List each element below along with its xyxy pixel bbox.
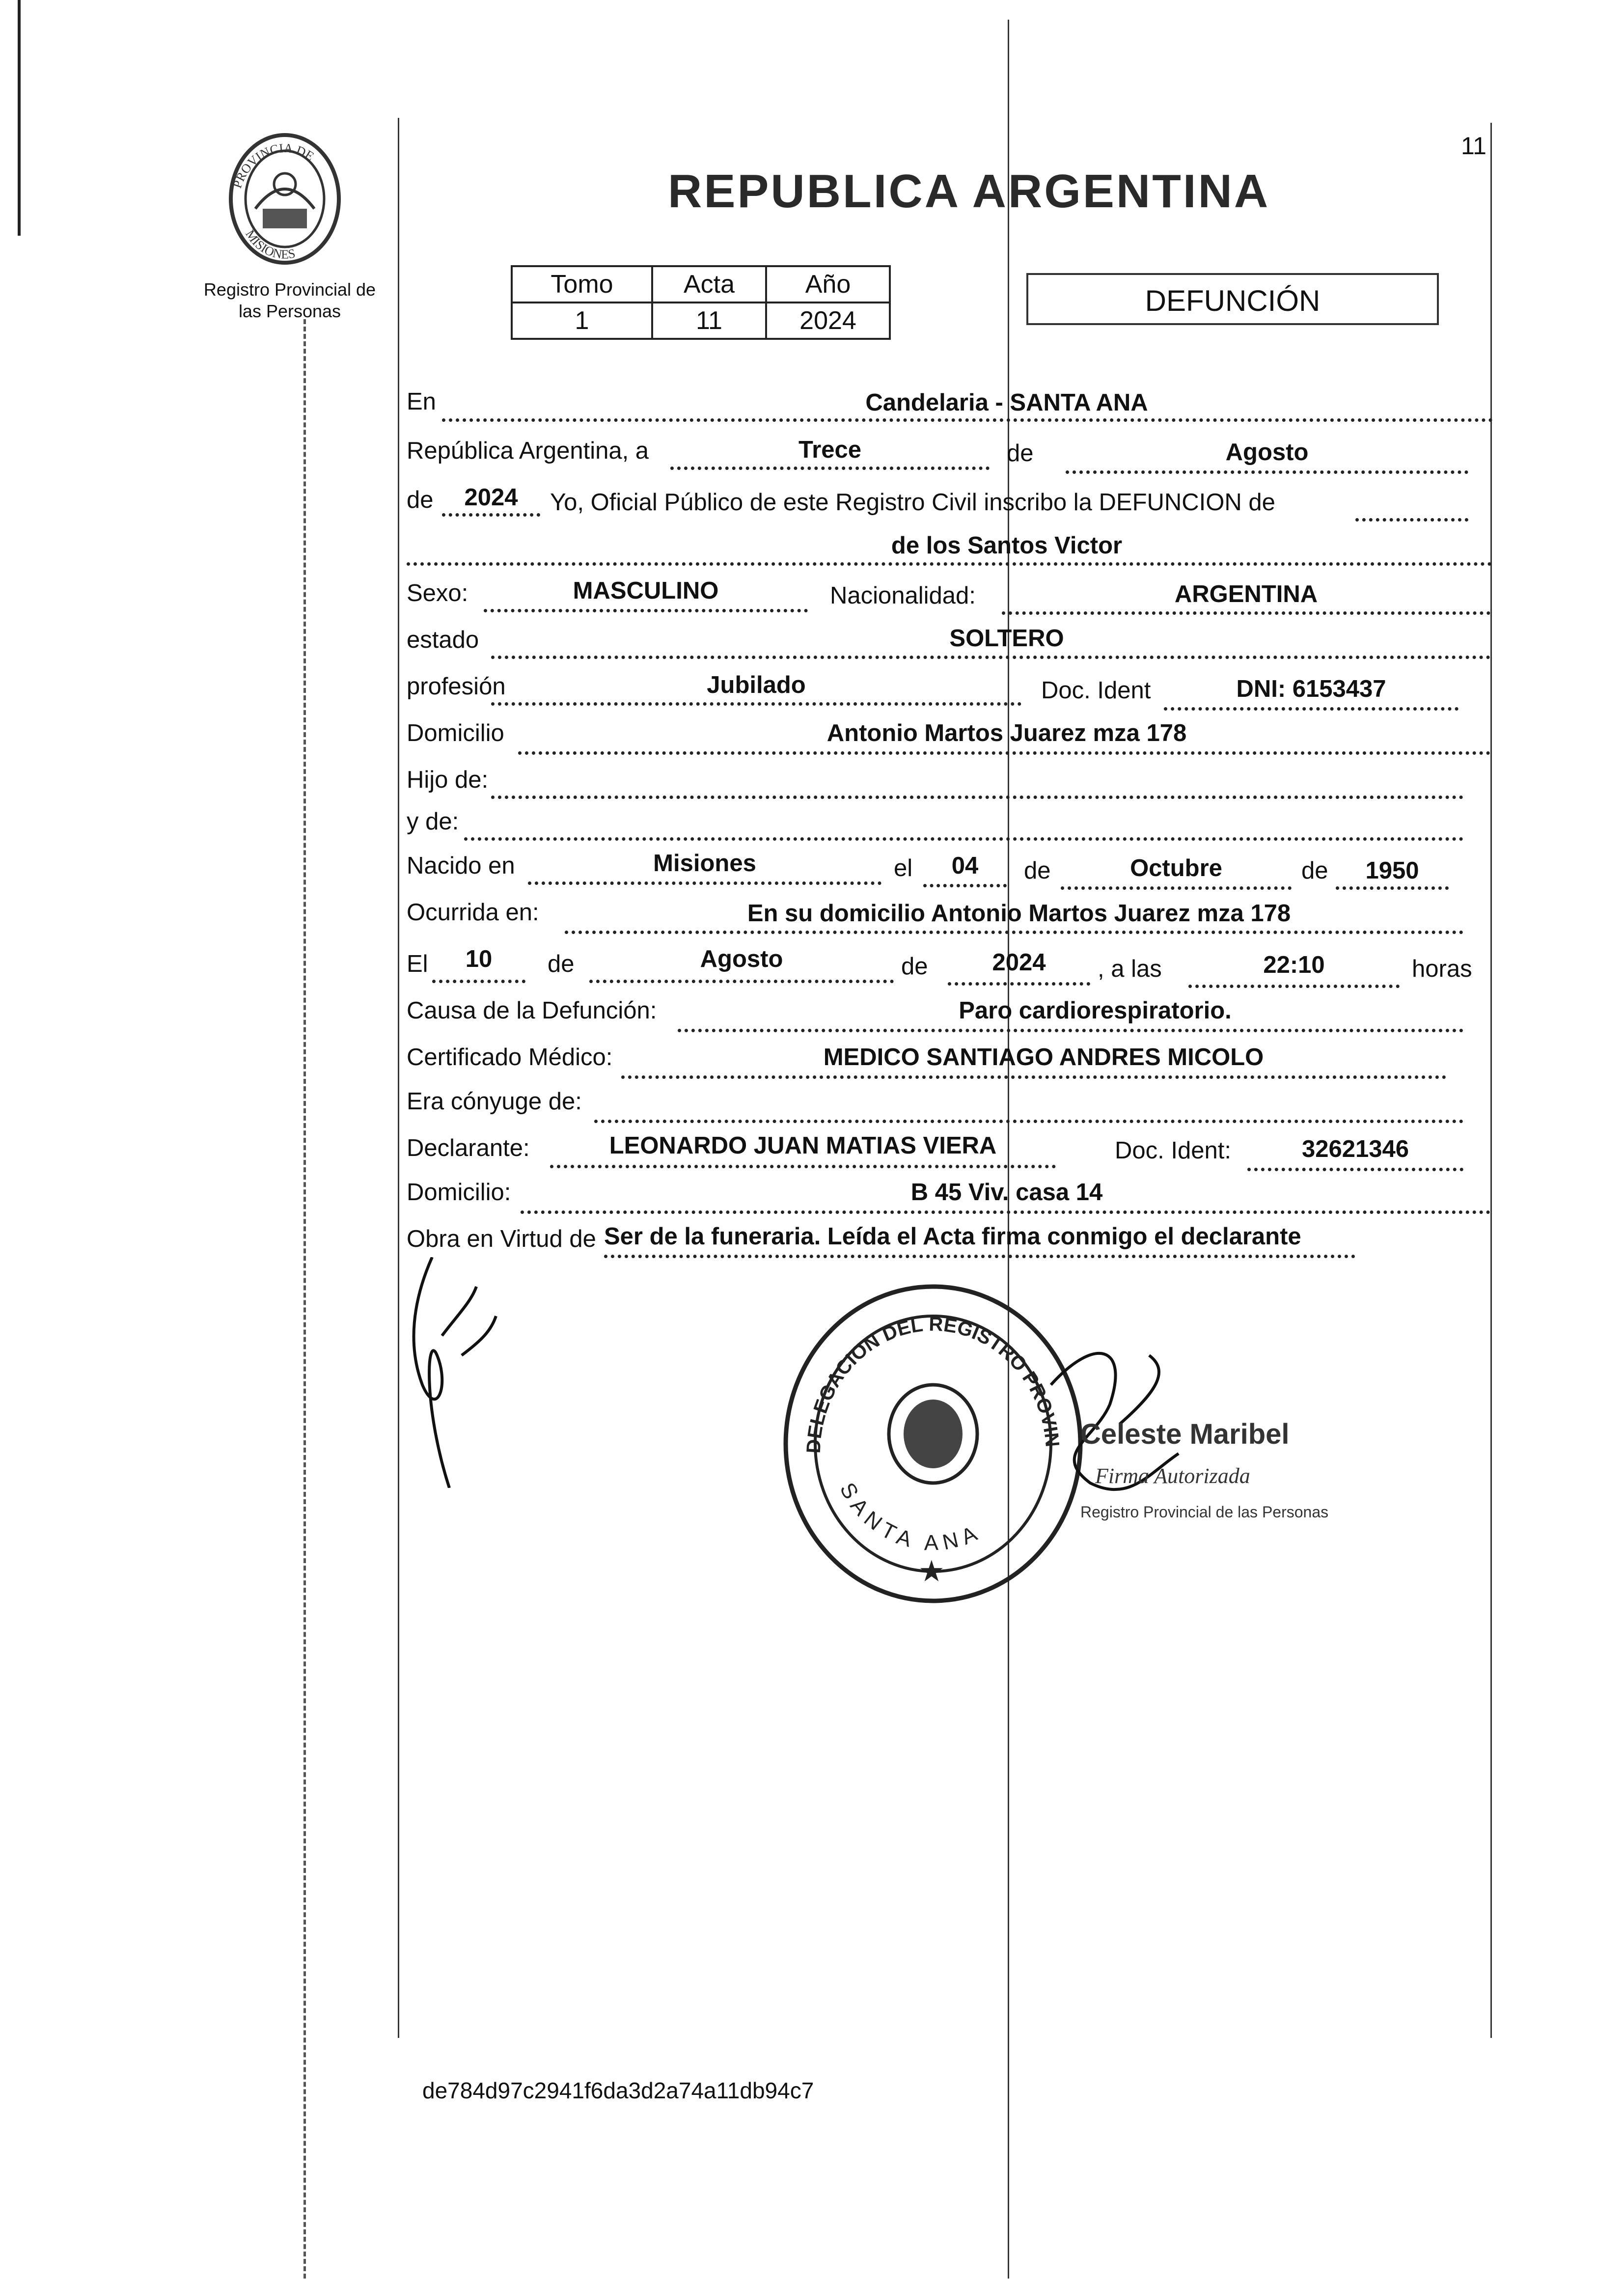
- el-label: el: [894, 855, 913, 881]
- table-header-ano: Año: [766, 266, 890, 302]
- month-line: [1066, 470, 1468, 474]
- day-line: [670, 467, 990, 470]
- birth-month-line: [1061, 886, 1292, 890]
- name-line: [407, 562, 1492, 566]
- table-cell-tomo: 1: [512, 302, 652, 339]
- table-cell-acta: 11: [652, 302, 766, 339]
- form-border-left: [398, 118, 399, 2038]
- svg-text:★: ★: [918, 1554, 945, 1589]
- declarante-line: [550, 1165, 1056, 1168]
- nacido-label: Nacido en: [407, 852, 515, 879]
- document-hash: de784d97c2941f6da3d2a74a11db94c7: [422, 2078, 814, 2103]
- table-cell-ano: 2024: [766, 302, 890, 339]
- ocurrida-line: [565, 931, 1463, 934]
- doc-ident2-value: 32621346: [1301, 1136, 1409, 1162]
- registry-name: Registro Provincial de las Personas: [203, 279, 376, 321]
- form-border-dashed: [303, 319, 306, 2279]
- oficial-text: Yo, Oficial Público de este Registro Civil inscribo la DEFUNCION de: [550, 489, 1275, 516]
- death-time-value: 22:10: [1263, 952, 1325, 978]
- profesion-label: profesión: [407, 673, 506, 700]
- domicilio2-line: [521, 1210, 1490, 1214]
- table-header-tomo: Tomo: [512, 266, 652, 302]
- nacido-line: [528, 881, 881, 885]
- en-value: Candelaria - SANTA ANA: [865, 389, 1148, 416]
- domicilio2-label: Domicilio:: [407, 1179, 511, 1206]
- de-label: de: [1007, 440, 1034, 467]
- profesion-line: [491, 702, 1021, 706]
- death-day-value: 10: [465, 946, 493, 972]
- causa-line: [678, 1029, 1463, 1032]
- stamp-official-name: Celeste Maribel: [1080, 1418, 1290, 1450]
- nacionalidad-line: [1002, 611, 1490, 615]
- certificado-label: Certificado Médico:: [407, 1044, 613, 1071]
- estado-label: estado: [407, 627, 479, 653]
- year-line: [442, 513, 540, 517]
- ocurrida-label: Ocurrida en:: [407, 899, 539, 926]
- declarante-label: Declarante:: [407, 1135, 530, 1161]
- yde-line: [464, 837, 1463, 841]
- birth-year-value: 1950: [1365, 857, 1419, 884]
- obra-label: Obra en Virtud de: [407, 1226, 596, 1252]
- republica-label: República Argentina, a: [407, 438, 649, 464]
- obra-value: Ser de la funeraria. Leída el Acta firma conmigo el declarante: [604, 1223, 1301, 1250]
- yde-label: y de:: [407, 808, 459, 835]
- conyuge-line: [594, 1120, 1463, 1123]
- doc-ident-value: DNI: 6153437: [1236, 676, 1386, 702]
- birth-month-value: Octubre: [1130, 855, 1222, 881]
- table-header-row: [512, 266, 890, 302]
- form-border-right: [1490, 123, 1492, 2038]
- sexo-line: [484, 609, 808, 612]
- certificado-value: MEDICO SANTIAGO ANDRES MICOLO: [823, 1044, 1264, 1071]
- horas-label: horas: [1412, 956, 1472, 982]
- de3-label: de: [1024, 857, 1051, 884]
- death-month-value: Agosto: [700, 946, 783, 972]
- de5-label: de: [548, 951, 575, 977]
- death-year-line: [948, 982, 1090, 986]
- month-value: Agosto: [1225, 439, 1309, 466]
- declarant-signature: [403, 1257, 521, 1488]
- domicilio2-value: B 45 Viv. casa 14: [910, 1179, 1103, 1206]
- death-day-line: [432, 980, 525, 983]
- profesion-value: Jubilado: [707, 672, 806, 698]
- doc-ident-line: [1164, 707, 1459, 711]
- table-row: [512, 302, 890, 339]
- doc-ident-label: Doc. Ident: [1041, 677, 1151, 704]
- causa-label: Causa de la Defunción:: [407, 997, 657, 1024]
- en-label: En: [407, 388, 436, 415]
- ocurrida-value: En su domicilio Antonio Martos Juarez mza 178: [747, 900, 1291, 927]
- stamp-official-office: Registro Provincial de las Personas: [1080, 1503, 1329, 1521]
- birth-day-line: [923, 884, 1007, 887]
- seal-top-text: PROVINCIA DE: [230, 140, 317, 190]
- estado-value: SOLTERO: [949, 625, 1064, 652]
- margin-line-left: [18, 0, 21, 236]
- seal-bottom-text: MISIONES: [243, 227, 297, 262]
- birth-year-line: [1336, 886, 1449, 890]
- death-month-line: [589, 980, 894, 983]
- stamp-ring-text: DELEGACION DEL REGISTRO PROVIN: [802, 1313, 1063, 1454]
- conyuge-label: Era cónyuge de:: [407, 1088, 582, 1115]
- hijo-label: Hijo de:: [407, 767, 489, 793]
- page-number: 11: [1461, 132, 1486, 160]
- oficial-line: [1355, 518, 1468, 522]
- causa-value: Paro cardiorespiratorio.: [959, 997, 1232, 1024]
- domicilio-line: [518, 751, 1490, 755]
- domicilio-label: Domicilio: [407, 720, 504, 746]
- de4-label: de: [1301, 857, 1328, 884]
- declarante-value: LEONARDO JUAN MATIAS VIERA: [609, 1132, 997, 1159]
- doc-ident2-line: [1247, 1168, 1463, 1171]
- de6-label: de: [901, 953, 928, 980]
- stamp-official-role: Firma Autorizada: [1095, 1464, 1250, 1488]
- alas-label: , a las: [1098, 956, 1162, 982]
- sexo-label: Sexo:: [407, 580, 468, 606]
- estado-line: [491, 656, 1490, 659]
- page-title: REPUBLICA ARGENTINA: [668, 165, 1270, 218]
- table-header-acta: Acta: [652, 266, 766, 302]
- year-value: 2024: [464, 484, 518, 511]
- record-type-box: DEFUNCIÓN: [1026, 273, 1439, 325]
- day-value: Trece: [798, 437, 862, 463]
- deceased-name: de los Santos Victor: [891, 532, 1123, 559]
- death-year-value: 2024: [992, 949, 1046, 976]
- en-line: [442, 418, 1493, 422]
- obra-line: [604, 1255, 1355, 1258]
- el2-label: El: [407, 951, 428, 977]
- hijo-line: [491, 796, 1463, 799]
- death-time-line: [1188, 985, 1400, 988]
- birth-day-value: 04: [951, 852, 979, 879]
- de2-label: de: [407, 487, 434, 513]
- nacionalidad-label: Nacionalidad:: [830, 582, 976, 609]
- doc-ident2-label: Doc. Ident:: [1115, 1137, 1231, 1164]
- sexo-value: MASCULINO: [573, 577, 719, 604]
- nacionalidad-value: ARGENTINA: [1174, 581, 1318, 607]
- svg-text:MISIONES: [243, 227, 296, 262]
- nacido-value: Misiones: [653, 850, 756, 877]
- registry-table: [511, 265, 891, 340]
- certificado-line: [621, 1075, 1446, 1079]
- official-stamp: [776, 1277, 1365, 1611]
- stamp-bottom-text: SANTA ANA: [835, 1479, 986, 1555]
- provincial-seal: [221, 125, 349, 273]
- domicilio-value: Antonio Martos Juarez mza 178: [826, 720, 1187, 746]
